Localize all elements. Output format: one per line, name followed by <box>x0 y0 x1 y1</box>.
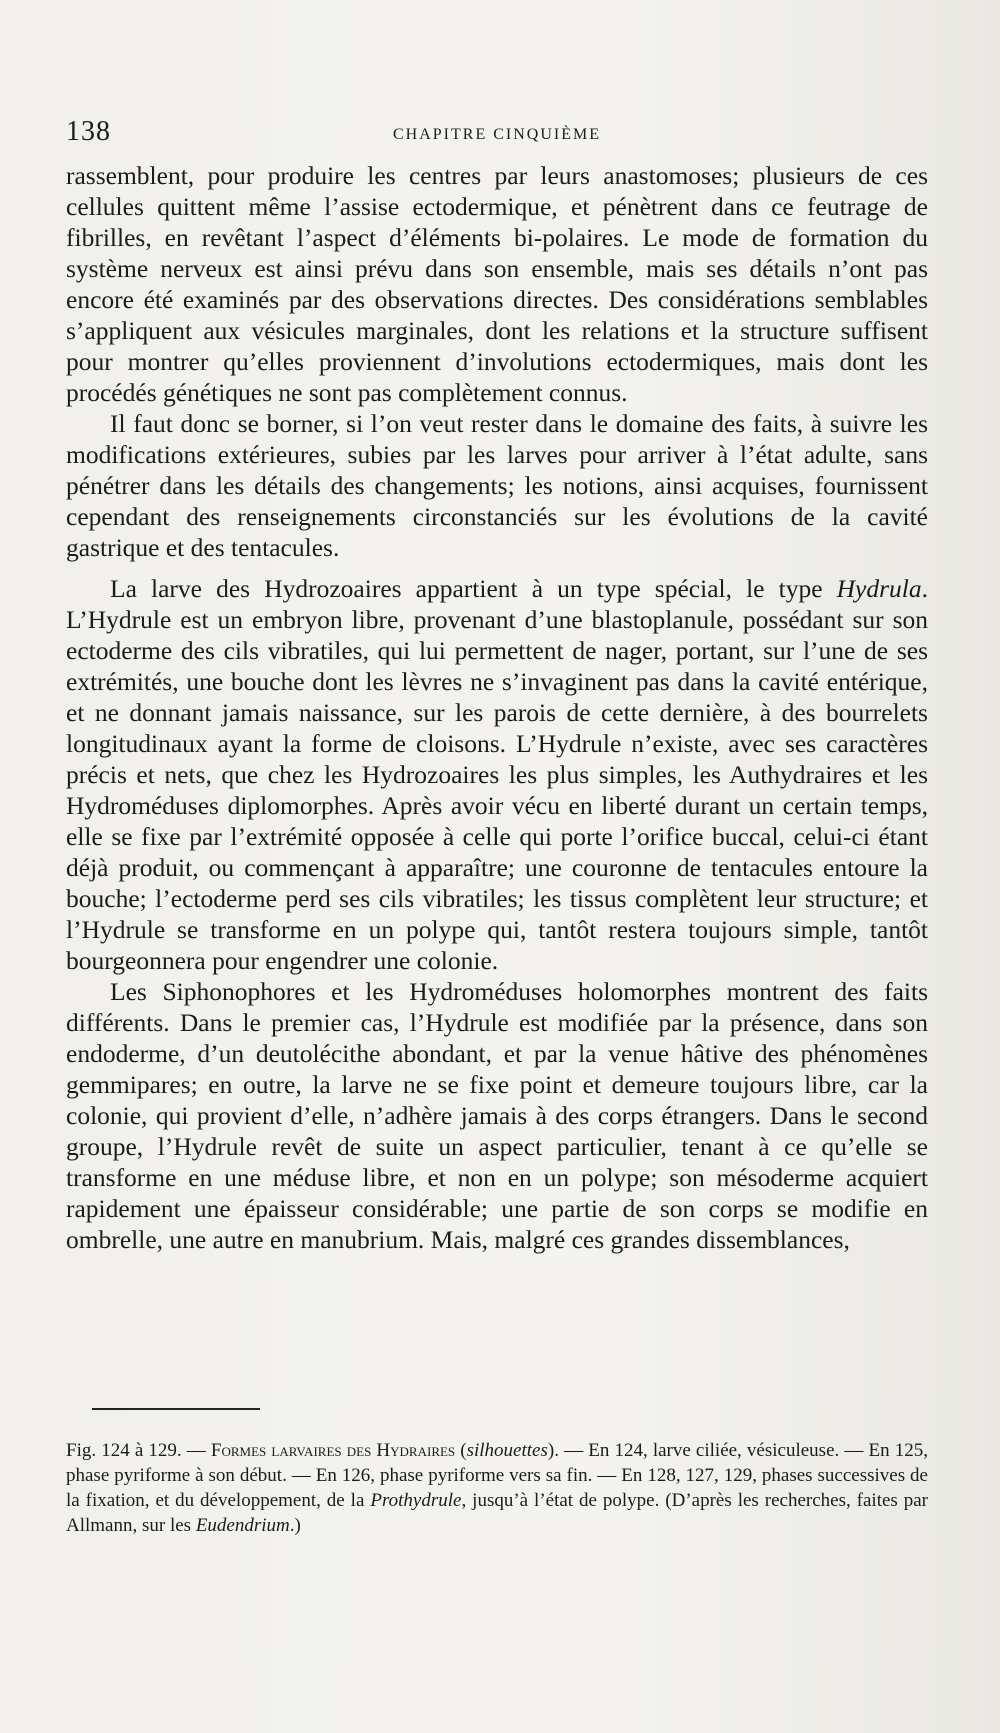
footnote-divider <box>92 1408 260 1410</box>
running-head <box>66 116 928 156</box>
caption-part-3: , jusqu’à l’état de polype. (D’après les recherches, faites par Allmann, sur les <box>66 1490 929 1536</box>
paragraph-1: rassemblent, pour produire les centres par leurs anastomoses; plusieurs de ces cellules quittent même l’assise ectodermique, et pénètrent dans ce feutrage de fibrilles, en revêtant l’aspect d’éléments bi-polaires. Le mode de formation du système nerveux est ainsi prévu dans son ensemble, mais ses détails n’ont pas encore été examinés par des observations directes. Des considérations semblables s’appliquent aux vésicules marginales, dont les relations et la structure suffisent pour montrer qu’elles proviennent d’involutions ectodermiques, mais dont les procédés génétiques ne sont pas complètement connus. <box>66 161 928 407</box>
caption-eudendrium: Eudendrium <box>195 1515 290 1536</box>
figure-caption <box>66 1438 928 1538</box>
caption-title: Formes larvaires des Hydraires <box>210 1440 456 1461</box>
hydrula-term: Hydrula <box>836 574 922 603</box>
caption-label: Fig. 124 à 129. — <box>66 1440 211 1461</box>
page-number: 138 <box>66 116 111 147</box>
chapter-title: CHAPITRE CINQUIÈME <box>393 126 601 143</box>
caption-prothydrule: Prothydrule <box>370 1490 462 1511</box>
body-text <box>66 160 928 1255</box>
paragraph-4: Les Siphonophores et les Hydroméduses holomorphes montrent des faits différents. Dans le premier cas, l’Hydrule est modifiée par la présence, dans son endoderme, d’un deutolécithe abondant, et par la venue hâtive des phénomènes gemmipares; en outre, la larve ne se fixe point et demeure toujours libre, car la colonie, qui provient d’elle, n’adhère jamais à des corps étrangers. Dans le second groupe, l’Hydrule revêt de suite un aspect particulier, tenant à ce qu’elle se transforme en une méduse libre, et non en un polype; son mésoderme acquiert rapidement une épaisseur considérable; une partie de son corps se modifie en ombrelle, une autre en manubrium. Mais, malgré ces grandes dissemblances, <box>66 977 928 1254</box>
paragraph-3-rest: . L’Hydrule est un embryon libre, provenant d’une blastoplanule, possédant sur son ectoderme des cils vibratiles, qui lui permettent de nager, portant, sur l’une de ses extrémités, une bouche dont les lèvres ne s’invaginent pas dans la cavité entérique, et ne donnant jamais naissance, sur les parois de cette dernière, à des bourrelets longitudinaux ayant la forme de cloisons. L’Hydrule n’existe, avec ses caractères précis et nets, que chez les Hydrozoaires les plus simples, les Authydraires et les Hydroméduses diplomorphes. Après avoir vécu en liberté durant un certain temps, elle se fixe par l’extrémité opposée à celle qui porte l’orifice buccal, celui-ci étant déjà produit, ou commençant à apparaître; une couronne de tentacules entoure la bouche; l’ectoderme perd ses cils vibratiles; les tissus complètent leur structure; et l’Hydrule se transforme en un polype qui, tantôt restera toujours simple, tantôt bourgeonnera pour engendrer une colonie. <box>66 574 928 975</box>
paragraph-2: Il faut donc se borner, si l’on veut rester dans le domaine des faits, à suivre les modifications extérieures, subies par les larves pour arriver à l’état adulte, sans pénétrer dans les détails des changements; les notions, ainsi acquises, fournissent cependant des renseignements circonstanciés sur les évolutions de la cavité gastrique et des tentacules. <box>66 409 928 562</box>
caption-part-4: .) <box>289 1515 301 1536</box>
paragraph-3 <box>66 573 928 976</box>
paragraph-3-start: La larve des Hydrozoaires appartient à un type spécial, le type <box>110 574 837 603</box>
caption-silhouettes: silhouettes <box>466 1440 548 1461</box>
caption-part-2: ). — En 124, larve ciliée, vésiculeuse. — En 125, phase pyriforme à son début. — En 126, phase pyriforme vers sa fin. — En 128, 127, 129, phases successives de la fixation, et du développement, de la <box>66 1440 928 1511</box>
caption-part-1: ( <box>455 1440 467 1461</box>
